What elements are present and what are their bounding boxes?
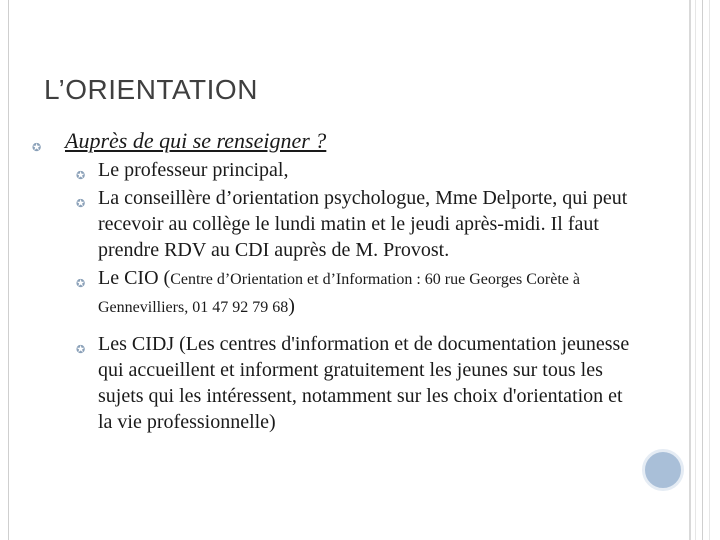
heading-bullet bbox=[32, 127, 632, 155]
list-item bbox=[32, 185, 632, 263]
list-item-text bbox=[98, 265, 632, 321]
decorative-stripe bbox=[709, 0, 710, 540]
decorative-stripe bbox=[689, 0, 691, 540]
bullet-icon: ✪ bbox=[76, 344, 86, 356]
list-item bbox=[32, 331, 632, 435]
bullet-icon: ✪ bbox=[32, 142, 42, 154]
decorative-circle bbox=[642, 449, 684, 491]
list-item-text: Les CIDJ (Les centres d'information et de documentation jeunesse qui accueillent et informent gratuitement les jeunes sur tous les sujets qui les intéressent, notamment sur les choix d'orientation et la vie professionnelle) bbox=[98, 333, 630, 433]
cio-trail: ) bbox=[288, 295, 295, 317]
list-item-text: Le professeur principal, bbox=[98, 159, 289, 181]
list-item bbox=[32, 157, 632, 183]
cio-lead: Le CIO ( bbox=[98, 267, 171, 289]
bullet-icon: ✪ bbox=[76, 278, 86, 290]
decorative-stripe bbox=[695, 0, 696, 540]
section-heading: Auprès de qui se renseigner ? bbox=[65, 128, 327, 153]
bullet-icon: ✪ bbox=[76, 170, 86, 182]
slide-title: L’ORIENTATION bbox=[44, 74, 258, 105]
slide-content bbox=[32, 127, 632, 435]
cio-detail: Centre d’Orientation et d’Information : 60 rue Georges Corète à Gennevilliers, 01 47 92 79 68 bbox=[98, 271, 580, 316]
bullet-icon: ✪ bbox=[76, 198, 86, 210]
list-item bbox=[32, 265, 632, 321]
list-item-text: La conseillère d’orientation psychologue, Mme Delporte, qui peut recevoir au collège le lundi matin et le jeudi après-midi. Il faut prendre RDV au CDI auprès de M. Provost. bbox=[98, 187, 628, 261]
